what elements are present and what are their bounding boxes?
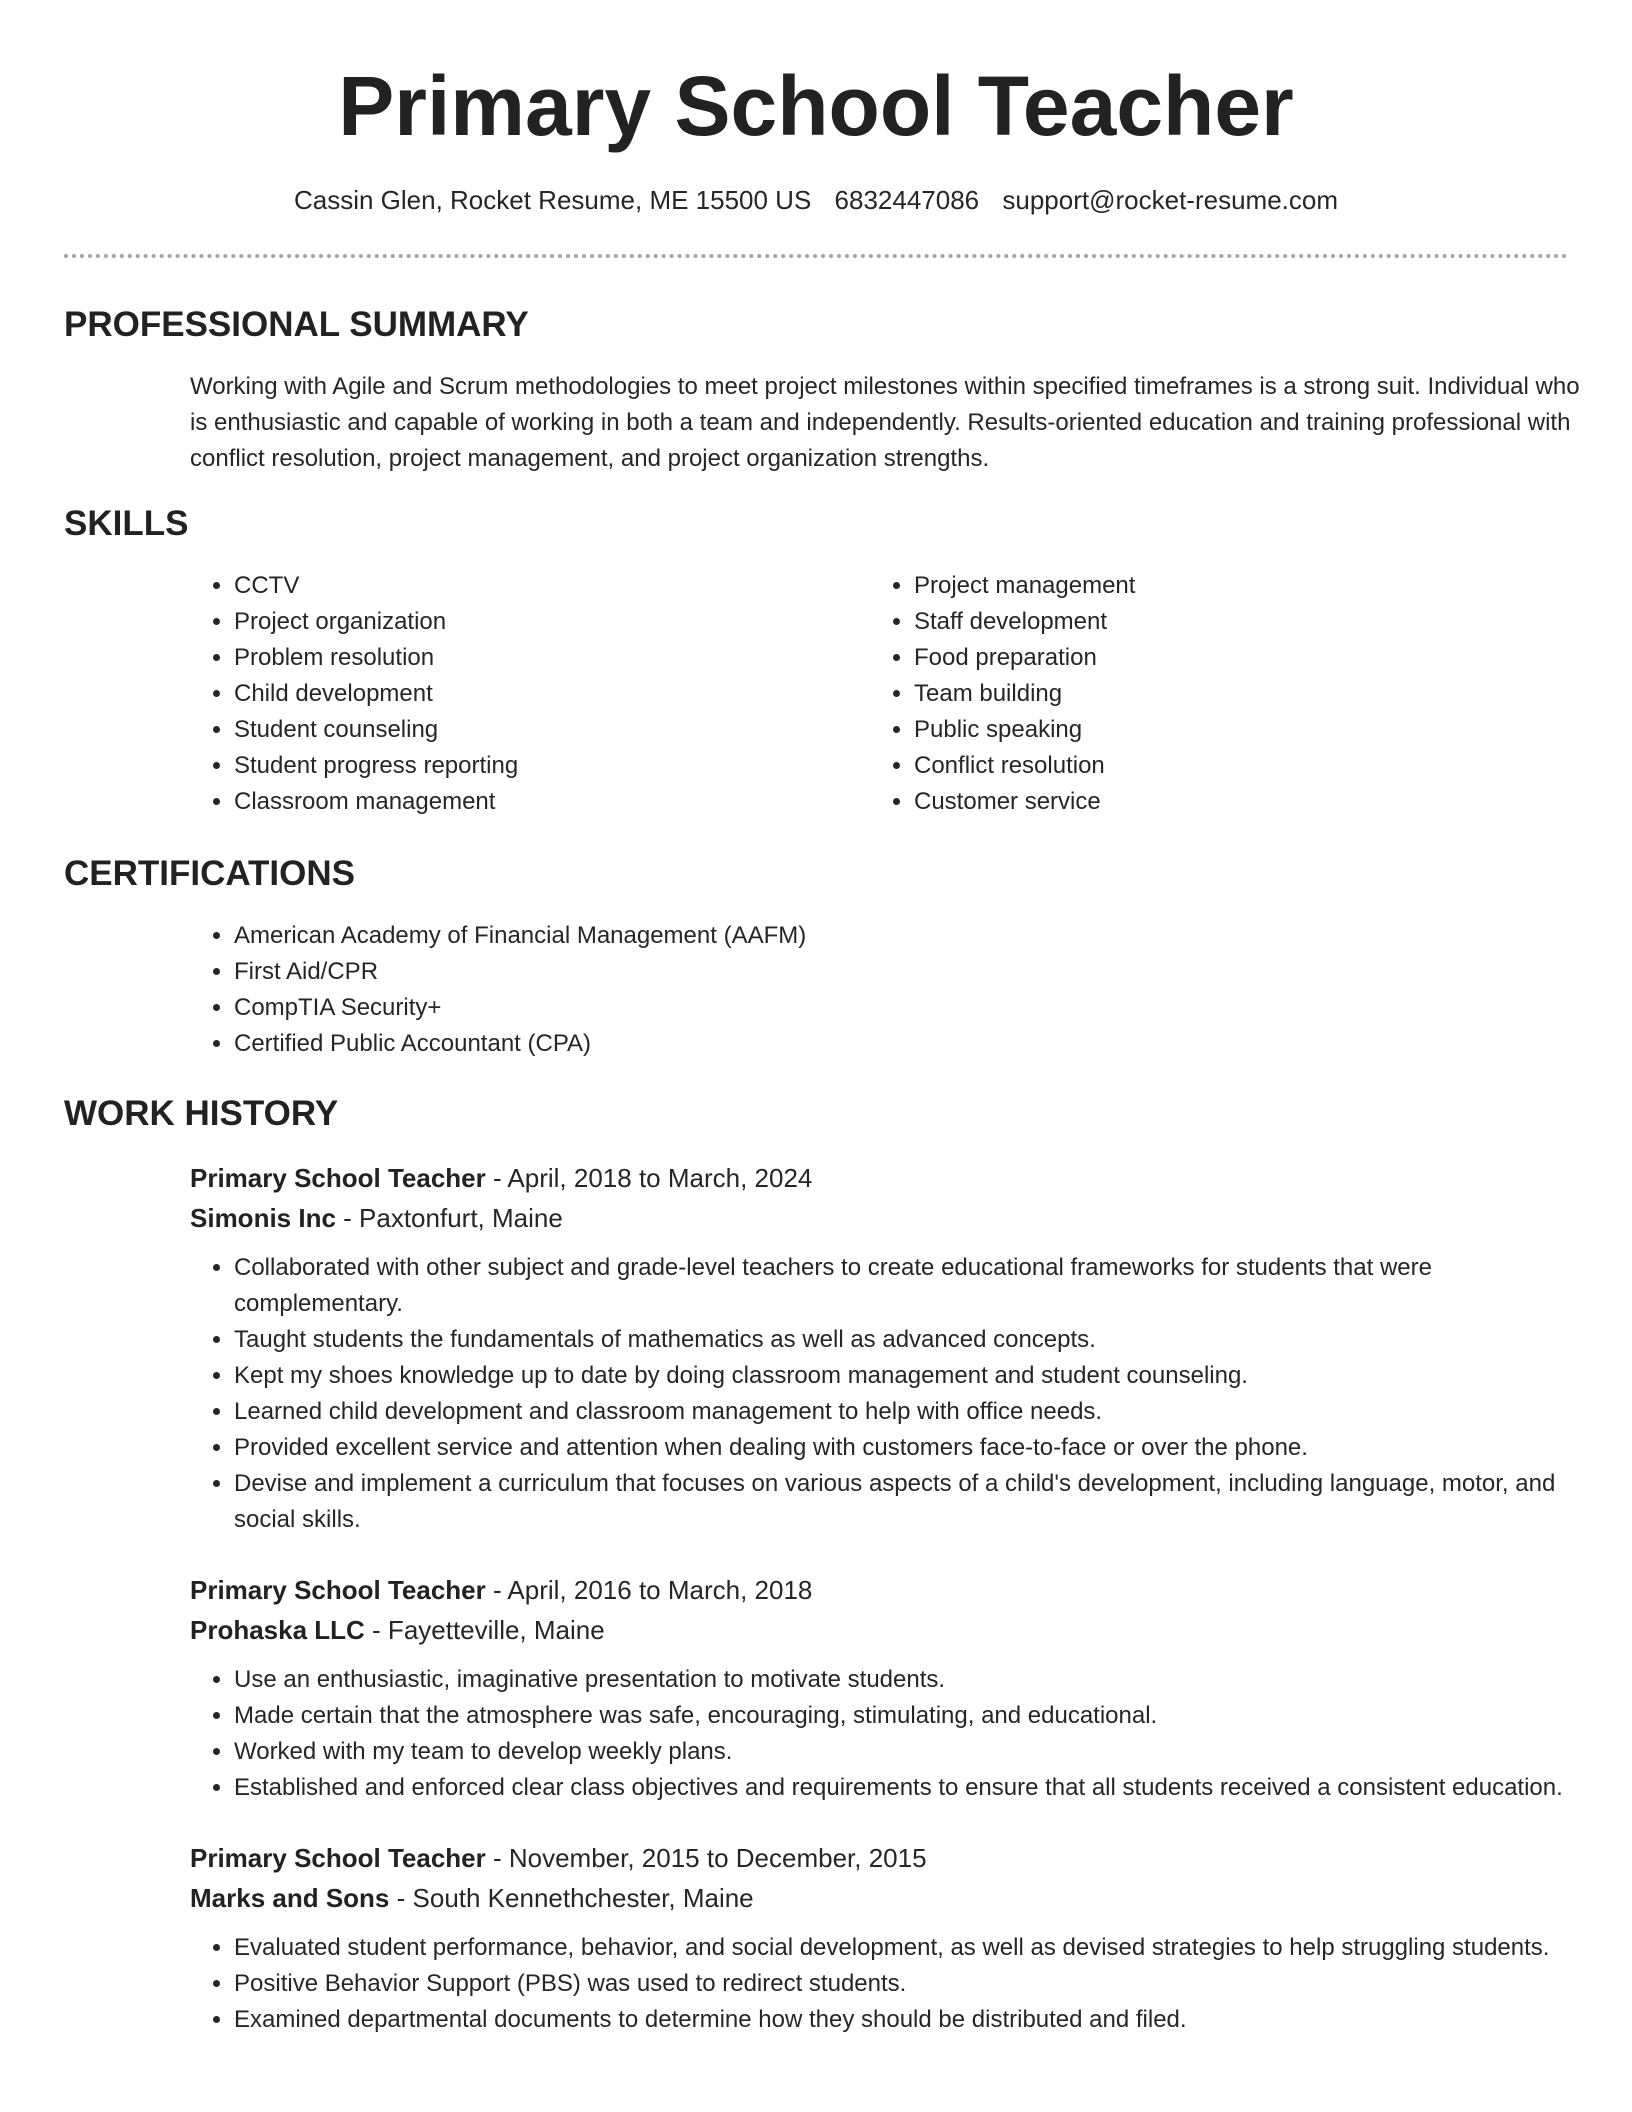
job-bullet: • Made certain that the atmosphere was safe, encouraging, stimulating, and educational.: [234, 1698, 1600, 1734]
header-divider: [64, 254, 1568, 258]
skill-item: • Team building: [914, 676, 1534, 712]
job-location: - Paxtonfurt, Maine: [335, 1203, 563, 1233]
job-location: - Fayetteville, Maine: [364, 1615, 605, 1645]
job-company-line: [190, 1878, 1568, 1918]
contact-phone: 6832447086: [834, 185, 980, 215]
job-bullets: [190, 1662, 1568, 1806]
job-bullet: • Established and enforced clear class objectives and requirements to ensure that all students received a consistent education.: [234, 1770, 1600, 1806]
contact-line: [64, 184, 1568, 216]
job-company: Simonis Inc: [190, 1203, 336, 1233]
skill-item: • Project management: [914, 568, 1534, 604]
certification-item: • American Academy of Financial Management (AAFM): [234, 918, 1568, 954]
section-title-skills: SKILLS: [64, 504, 189, 543]
job-bullets: [190, 1250, 1568, 1538]
job-role-line: [190, 1158, 1568, 1198]
job-bullet: • Examined departmental documents to determine how they should be distributed and filed.: [234, 2002, 1600, 2038]
certification-item: • CompTIA Security+: [234, 990, 1568, 1026]
skill-item: • Student progress reporting: [234, 748, 870, 784]
job-bullet: • Worked with my team to develop weekly plans.: [234, 1734, 1600, 1770]
job-role: Primary School Teacher: [190, 1163, 486, 1193]
job-entry: [190, 1838, 1568, 2038]
job-dates: - April, 2016 to March, 2018: [485, 1575, 813, 1605]
contact-email: support@rocket-resume.com: [1002, 185, 1339, 215]
job-company: Marks and Sons: [190, 1883, 390, 1913]
job-role-line: [190, 1570, 1568, 1610]
resume-name: Primary School Teacher: [338, 59, 1294, 153]
skill-item: • Child development: [234, 676, 870, 712]
job-entry: [190, 1158, 1568, 1538]
job-bullets: [190, 1930, 1568, 2038]
skill-item: • Conflict resolution: [914, 748, 1534, 784]
job-bullet: • Devise and implement a curriculum that focuses on various aspects of a child's development, including language, motor, and social skills.: [234, 1466, 1600, 1538]
skill-item: • Student counseling: [234, 712, 870, 748]
job-location: - South Kennethchester, Maine: [389, 1883, 754, 1913]
skill-item: • CCTV: [234, 568, 870, 604]
skill-item: • Staff development: [914, 604, 1534, 640]
job-bullet: • Collaborated with other subject and grade-level teachers to create educational frameworks for students that were complementary.: [234, 1250, 1600, 1322]
skills-column-right: [870, 568, 1534, 820]
certification-item: • Certified Public Accountant (CPA): [234, 1026, 1568, 1062]
skills-list: [190, 568, 1568, 820]
job-company-line: [190, 1610, 1568, 1650]
skill-item: • Classroom management: [234, 784, 870, 820]
job-dates: - November, 2015 to December, 2015: [485, 1843, 927, 1873]
certifications-items: [190, 918, 1568, 1062]
job-role: Primary School Teacher: [190, 1843, 486, 1873]
job-company: Prohaska LLC: [190, 1615, 365, 1645]
job-bullet: • Use an enthusiastic, imaginative presentation to motivate students.: [234, 1662, 1600, 1698]
job-company-line: [190, 1198, 1568, 1238]
section-title-summary: PROFESSIONAL SUMMARY: [64, 305, 529, 344]
job-entry: [190, 1570, 1568, 1806]
skill-item: • Customer service: [914, 784, 1534, 820]
contact-address: Cassin Glen, Rocket Resume, ME 15500 US: [293, 185, 812, 215]
skill-item: • Food preparation: [914, 640, 1534, 676]
job-bullet: • Provided excellent service and attention when dealing with customers face-to-face or over the phone.: [234, 1430, 1600, 1466]
job-bullet: • Positive Behavior Support (PBS) was used to redirect students.: [234, 1966, 1600, 2002]
job-bullet: • Evaluated student performance, behavior, and social development, as well as devised strategies to help struggling students.: [234, 1930, 1600, 1966]
section-title-work-history: WORK HISTORY: [64, 1094, 339, 1133]
skill-item: • Problem resolution: [234, 640, 870, 676]
job-bullet: • Learned child development and classroom management to help with office needs.: [234, 1394, 1600, 1430]
skill-item: • Public speaking: [914, 712, 1534, 748]
certification-item: • First Aid/CPR: [234, 954, 1568, 990]
skills-column-left: [190, 568, 870, 820]
job-bullet: • Kept my shoes knowledge up to date by doing classroom management and student counseling.: [234, 1358, 1600, 1394]
job-role-line: [190, 1838, 1568, 1878]
certifications-list: [190, 918, 1568, 1062]
job-bullet: • Taught students the fundamentals of mathematics as well as advanced concepts.: [234, 1322, 1600, 1358]
skill-item: • Project organization: [234, 604, 870, 640]
section-title-certifications: CERTIFICATIONS: [64, 854, 356, 893]
job-role: Primary School Teacher: [190, 1575, 486, 1605]
job-dates: - April, 2018 to March, 2024: [485, 1163, 813, 1193]
summary-text: Working with Agile and Scrum methodologies to meet project milestones within specified timeframes is a strong suit. Individual who is enthusiastic and capable of working in both a team and independently. Results-oriented education and training professional with conflict resolution, project management, and project organization strengths.: [190, 373, 1580, 472]
